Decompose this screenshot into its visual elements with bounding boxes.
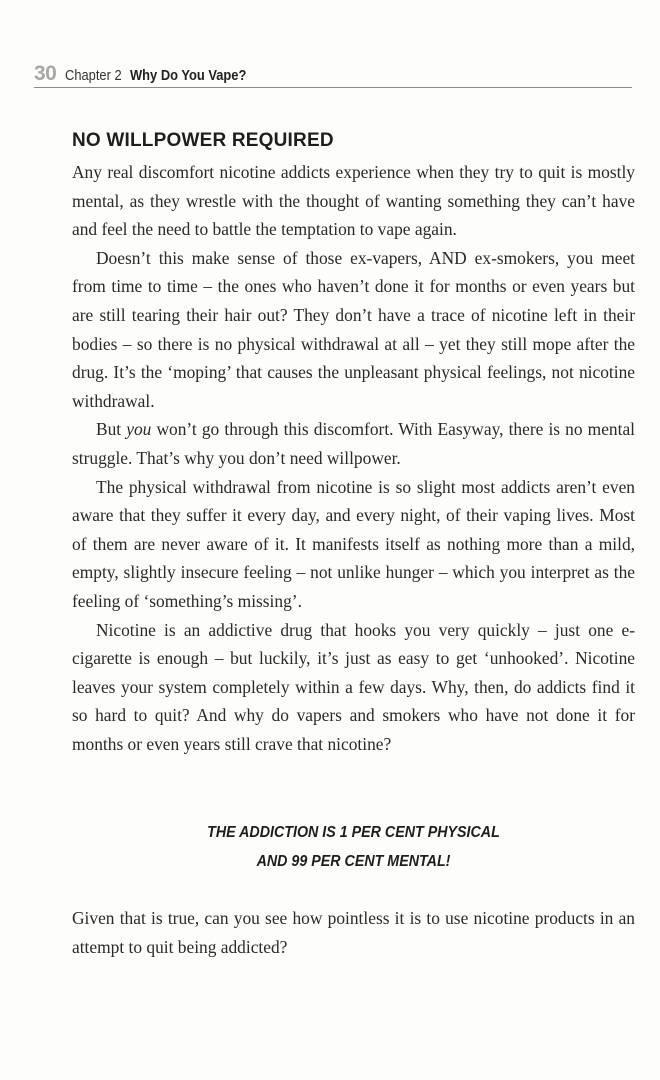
pull-quote — [72, 818, 635, 876]
running-head — [34, 62, 632, 86]
paragraph-1: Any real discomfort nicotine addicts experience when they try to quit is mostly mental, as they wrestle with the thought of wanting something they can’t have and feel the need to battle the temptation to vape again. — [72, 162, 635, 240]
emphasis-you: you — [126, 419, 152, 440]
body-text — [72, 158, 635, 758]
chapter-title: Why Do You Vape? — [130, 67, 247, 84]
page-number: 30 — [34, 62, 57, 85]
header-rule — [34, 87, 632, 88]
pull-quote-line-1: THE ADDICTION IS 1 PER CENT PHYSICAL — [207, 824, 500, 841]
paragraph-3 — [72, 415, 635, 472]
paragraph-3-rest: won’t go through this discomfort. With Easyway, there is no mental struggle. That’s why you don’t need willpower. — [72, 419, 636, 468]
paragraph-5: Nicotine is an addictive drug that hooks you very quickly – just one e-cigarette is enough – but luckily, it’s just as easy to get ‘unhooked’. Nicotine leaves your system completely within a few days. Why, then, do addicts find it so hard to quit? And why do vapers and smokers who have not done it for months or even years still crave that nicotine? — [72, 619, 635, 754]
chapter-label: Chapter 2 — [65, 67, 123, 84]
paragraph-2: Doesn’t this make sense of those ex-vapers, AND ex-smokers, you meet from time to time – the ones who haven’t done it for months or even years but are still tearing their hair out? They don’t have a trace of nicotine left in their bodies – so there is no physical withdrawal at all – yet they still mope after the drug. It’s the ‘moping’ that causes the unpleasant physical feelings, not nicotine withdrawal. — [72, 247, 635, 411]
pull-quote-line-2: AND 99 PER CENT MENTAL! — [256, 853, 451, 870]
paragraph-4: The physical withdrawal from nicotine is so slight most addicts aren’t even aware that they suffer it every day, and every night, of their vaping lives. Most of them are never aware of it. It manifests itself as nothing more than a mild, empty, slightly insecure feeling – not unlike hunger – which you interpret as the feeling of ‘something’s missing’. — [72, 476, 635, 611]
closing-paragraph: Given that is true, can you see how pointless it is to use nicotine products in an attempt to quit being addicted? — [72, 908, 635, 957]
paragraph-3-lead: But — [96, 419, 127, 440]
section-heading: NO WILLPOWER REQUIRED — [72, 130, 334, 151]
